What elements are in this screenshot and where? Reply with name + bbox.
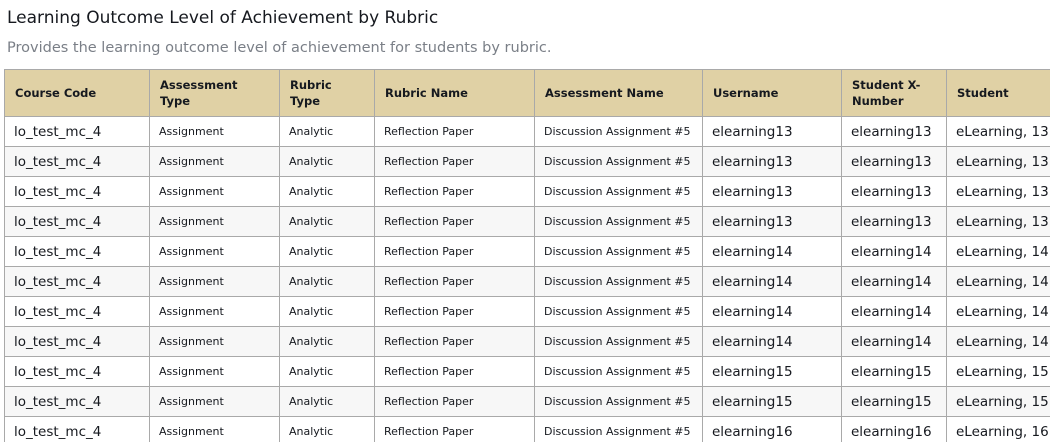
- table-row: [5, 417, 1050, 442]
- cell-assessment-type: Assignment: [150, 147, 280, 177]
- cell-username: elearning13: [703, 207, 842, 237]
- cell-course-code: lo_test_mc_4: [5, 237, 150, 267]
- table-row: [5, 267, 1050, 297]
- cell-username: elearning14: [703, 327, 842, 357]
- cell-student-x-number: elearning13: [842, 177, 947, 207]
- cell-student: eLearning, 14: [947, 297, 1050, 327]
- cell-username: elearning16: [703, 417, 842, 442]
- cell-student: eLearning, 13: [947, 117, 1050, 147]
- cell-course-code: lo_test_mc_4: [5, 357, 150, 387]
- cell-assessment-type: Assignment: [150, 387, 280, 417]
- cell-course-code: lo_test_mc_4: [5, 147, 150, 177]
- cell-student: eLearning, 14: [947, 267, 1050, 297]
- cell-rubric-name: Reflection Paper: [375, 357, 535, 387]
- cell-assessment-name: Discussion Assignment #5: [535, 327, 703, 357]
- cell-rubric-name: Reflection Paper: [375, 177, 535, 207]
- table-row: [5, 387, 1050, 417]
- cell-rubric-type: Analytic: [280, 237, 375, 267]
- cell-username: elearning15: [703, 387, 842, 417]
- cell-student-x-number: elearning15: [842, 357, 947, 387]
- cell-rubric-type: Analytic: [280, 207, 375, 237]
- cell-student: eLearning, 15: [947, 387, 1050, 417]
- cell-course-code: lo_test_mc_4: [5, 177, 150, 207]
- cell-username: elearning14: [703, 297, 842, 327]
- table-header-row: [5, 70, 1050, 117]
- cell-course-code: lo_test_mc_4: [5, 117, 150, 147]
- cell-rubric-name: Reflection Paper: [375, 237, 535, 267]
- table-row: [5, 147, 1050, 177]
- cell-username: elearning13: [703, 147, 842, 177]
- cell-assessment-name: Discussion Assignment #5: [535, 117, 703, 147]
- cell-rubric-type: Analytic: [280, 327, 375, 357]
- cell-assessment-name: Discussion Assignment #5: [535, 297, 703, 327]
- cell-assessment-name: Discussion Assignment #5: [535, 147, 703, 177]
- cell-rubric-type: Analytic: [280, 297, 375, 327]
- cell-rubric-name: Reflection Paper: [375, 327, 535, 357]
- cell-assessment-name: Discussion Assignment #5: [535, 177, 703, 207]
- table-row: [5, 237, 1050, 267]
- cell-rubric-type: Analytic: [280, 417, 375, 442]
- column-header-rubric-type[interactable]: Rubric Type: [280, 70, 375, 117]
- cell-course-code: lo_test_mc_4: [5, 327, 150, 357]
- cell-username: elearning15: [703, 357, 842, 387]
- cell-student: eLearning, 14: [947, 327, 1050, 357]
- cell-assessment-type: Assignment: [150, 417, 280, 442]
- cell-assessment-type: Assignment: [150, 297, 280, 327]
- column-header-assessment-type[interactable]: Assessment Type: [150, 70, 280, 117]
- cell-assessment-type: Assignment: [150, 177, 280, 207]
- table-row: [5, 297, 1050, 327]
- cell-assessment-name: Discussion Assignment #5: [535, 357, 703, 387]
- report-table: [4, 69, 1050, 442]
- column-header-rubric-name[interactable]: Rubric Name: [375, 70, 535, 117]
- report-table-container[interactable]: [4, 69, 1050, 442]
- cell-username: elearning14: [703, 237, 842, 267]
- cell-student: eLearning, 14: [947, 237, 1050, 267]
- table-row: [5, 327, 1050, 357]
- table-row: [5, 117, 1050, 147]
- cell-assessment-type: Assignment: [150, 117, 280, 147]
- cell-rubric-type: Analytic: [280, 267, 375, 297]
- cell-course-code: lo_test_mc_4: [5, 417, 150, 442]
- cell-assessment-name: Discussion Assignment #5: [535, 417, 703, 442]
- cell-student-x-number: elearning15: [842, 387, 947, 417]
- cell-student-x-number: elearning13: [842, 207, 947, 237]
- cell-student-x-number: elearning14: [842, 297, 947, 327]
- page-title: Learning Outcome Level of Achievement by Rubric: [7, 8, 439, 28]
- cell-student-x-number: elearning16: [842, 417, 947, 442]
- cell-student-x-number: elearning13: [842, 117, 947, 147]
- cell-rubric-type: Analytic: [280, 177, 375, 207]
- cell-assessment-type: Assignment: [150, 327, 280, 357]
- cell-course-code: lo_test_mc_4: [5, 207, 150, 237]
- table-row: [5, 207, 1050, 237]
- cell-student-x-number: elearning14: [842, 327, 947, 357]
- cell-student-x-number: elearning13: [842, 147, 947, 177]
- cell-assessment-name: Discussion Assignment #5: [535, 387, 703, 417]
- column-header-student[interactable]: Student: [947, 70, 1050, 117]
- cell-course-code: lo_test_mc_4: [5, 267, 150, 297]
- cell-assessment-name: Discussion Assignment #5: [535, 207, 703, 237]
- page-subtitle: Provides the learning outcome level of achievement for students by rubric.: [7, 40, 552, 56]
- cell-rubric-name: Reflection Paper: [375, 417, 535, 442]
- cell-assessment-type: Assignment: [150, 237, 280, 267]
- cell-rubric-name: Reflection Paper: [375, 207, 535, 237]
- cell-rubric-name: Reflection Paper: [375, 297, 535, 327]
- cell-assessment-type: Assignment: [150, 267, 280, 297]
- cell-assessment-type: Assignment: [150, 207, 280, 237]
- cell-student-x-number: elearning14: [842, 237, 947, 267]
- cell-course-code: lo_test_mc_4: [5, 387, 150, 417]
- cell-assessment-type: Assignment: [150, 357, 280, 387]
- column-header-username[interactable]: Username: [703, 70, 842, 117]
- cell-username: elearning14: [703, 267, 842, 297]
- cell-assessment-name: Discussion Assignment #5: [535, 237, 703, 267]
- column-header-course-code[interactable]: Course Code: [5, 70, 150, 117]
- table-row: [5, 357, 1050, 387]
- cell-rubric-type: Analytic: [280, 387, 375, 417]
- cell-student-x-number: elearning14: [842, 267, 947, 297]
- cell-rubric-name: Reflection Paper: [375, 117, 535, 147]
- cell-username: elearning13: [703, 177, 842, 207]
- cell-course-code: lo_test_mc_4: [5, 297, 150, 327]
- cell-rubric-name: Reflection Paper: [375, 387, 535, 417]
- cell-student: eLearning, 13: [947, 147, 1050, 177]
- column-header-student-x-number[interactable]: Student X-Number: [842, 70, 947, 117]
- table-row: [5, 177, 1050, 207]
- cell-student: eLearning, 13: [947, 207, 1050, 237]
- cell-username: elearning13: [703, 117, 842, 147]
- cell-rubric-type: Analytic: [280, 357, 375, 387]
- column-header-assessment-name[interactable]: Assessment Name: [535, 70, 703, 117]
- cell-assessment-name: Discussion Assignment #5: [535, 267, 703, 297]
- cell-rubric-type: Analytic: [280, 117, 375, 147]
- cell-student: eLearning, 15: [947, 357, 1050, 387]
- cell-rubric-name: Reflection Paper: [375, 267, 535, 297]
- cell-student: eLearning, 13: [947, 177, 1050, 207]
- cell-rubric-name: Reflection Paper: [375, 147, 535, 177]
- cell-rubric-type: Analytic: [280, 147, 375, 177]
- cell-student: eLearning, 16: [947, 417, 1050, 442]
